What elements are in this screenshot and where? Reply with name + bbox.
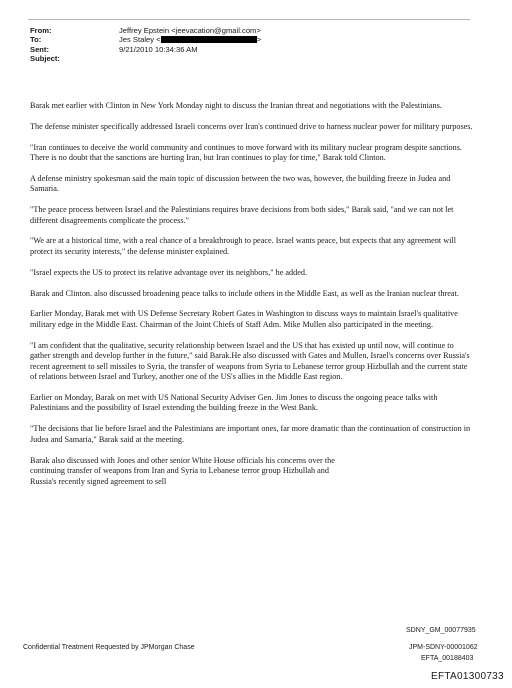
bates-number-sdny: JPM-SDNY-00001062 (409, 644, 478, 651)
sent-value: 9/21/2010 10:34:36 AM (119, 44, 198, 54)
bates-number-efta-small: EFTA_00188403 (421, 655, 474, 662)
body-paragraph: A defense ministry spokesman said the main topic of discussion between the two was, however, the building freeze in Judea and Samaria. (30, 173, 451, 194)
from-label: From: (30, 26, 52, 35)
body-paragraph: "The peace process between Israel and the Palestinians requires brave decisions from both sides," Barak said, "and we can not let different disagreements complicate the process." (30, 205, 454, 225)
sent-label: Sent: (30, 44, 49, 54)
to-value (119, 35, 261, 44)
body-paragraph: Barak met earlier with Clinton in New York Monday night to discuss the Iranian threat and negotiations with the Palestinians. (30, 101, 442, 110)
subject-value (119, 54, 261, 63)
redaction-box (161, 36, 257, 44)
bates-number-efta-large: EFTA01300733 (431, 671, 504, 682)
body-paragraph: "Iran continues to deceive the world community and continues to move forward with its military nuclear program despite sanctions. There is no doubt that the sanctions are hurting Iran, but Iran continues to play for time," Barak told Clinton. (30, 142, 462, 163)
header-values (119, 26, 261, 64)
body-paragraph: Earlier on Monday, Barak on met with US National Security Adviser Gen. Jim Jones to discuss the ongoing peace talks with Palestinians and the possibility of Israel extending the building freeze in the West Bank. (30, 392, 438, 413)
bates-number-gm: SDNY_GM_00077935 (406, 627, 476, 634)
subject-label: Subject: (30, 54, 60, 64)
body-paragraph: "The decisions that lie before Israel and the Palestinians are important ones, far more dramatic than the continuation of construction in Judea and Samaria," Barak said at the meeting. (30, 424, 471, 444)
header-labels (30, 26, 60, 64)
to-label: To: (30, 35, 42, 45)
body-paragraph: The defense minister specifically addressed Israeli concerns over Iran's continued drive to harness nuclear power for military purposes. (30, 121, 473, 131)
body-paragraph: "We are at a historical time, with a real chance of a breakthrough to peace. Israel wants peace, but expects that any agreement will protect its security interests," the defense minister explained. (30, 236, 456, 256)
confidential-notice: Confidential Treatment Requested by JPMorgan Chase (23, 644, 195, 651)
to-prefix: Jes Staley < (119, 35, 161, 45)
header-rule (28, 19, 470, 20)
body-paragraph: "Israel expects the US to protect its relative advantage over its neighbors," he added. (30, 267, 308, 277)
to-suffix: > (256, 35, 262, 45)
body-paragraph: Barak and Clinton. also discussed broadening peace talks to include others in the Middle East, as well as the Iranian nuclear threat. (30, 288, 459, 298)
body-paragraph: "I am confident that the qualitative, security relationship between Israel and the US that has existed up until now, will continue to gather strength and develop further in the future," said Barak.He also discussed with Gates and Mullen, Israel's concerns over Russia's recent agreement to sell missiles to Syria, the transfer of weapons from Syria to Lebanese terror group Hizbullah and the current state of relations between Israel and Turkey, another one of the US's allies in the Middle East region. (30, 340, 470, 382)
from-value: Jeffrey Epstein <jeevacation@gmail.com> (119, 26, 261, 35)
body-paragraph: Barak also discussed with Jones and other senior White House officials his concerns over the continuing transfer of weapons from Iran and Syria to Lebanese terror group Hizbullah and Russia's recently signed agreement to sell (30, 455, 335, 486)
email-body (30, 101, 474, 497)
body-paragraph: Earlier Monday, Barak met with US Defense Secretary Robert Gates in Washington to discuss ways to maintain Israel's qualitative military edge in the Middle East. Chairman of the Joint Chiefs of Staff Adm. Mike Mullen also participated in the meeting. (30, 309, 458, 329)
